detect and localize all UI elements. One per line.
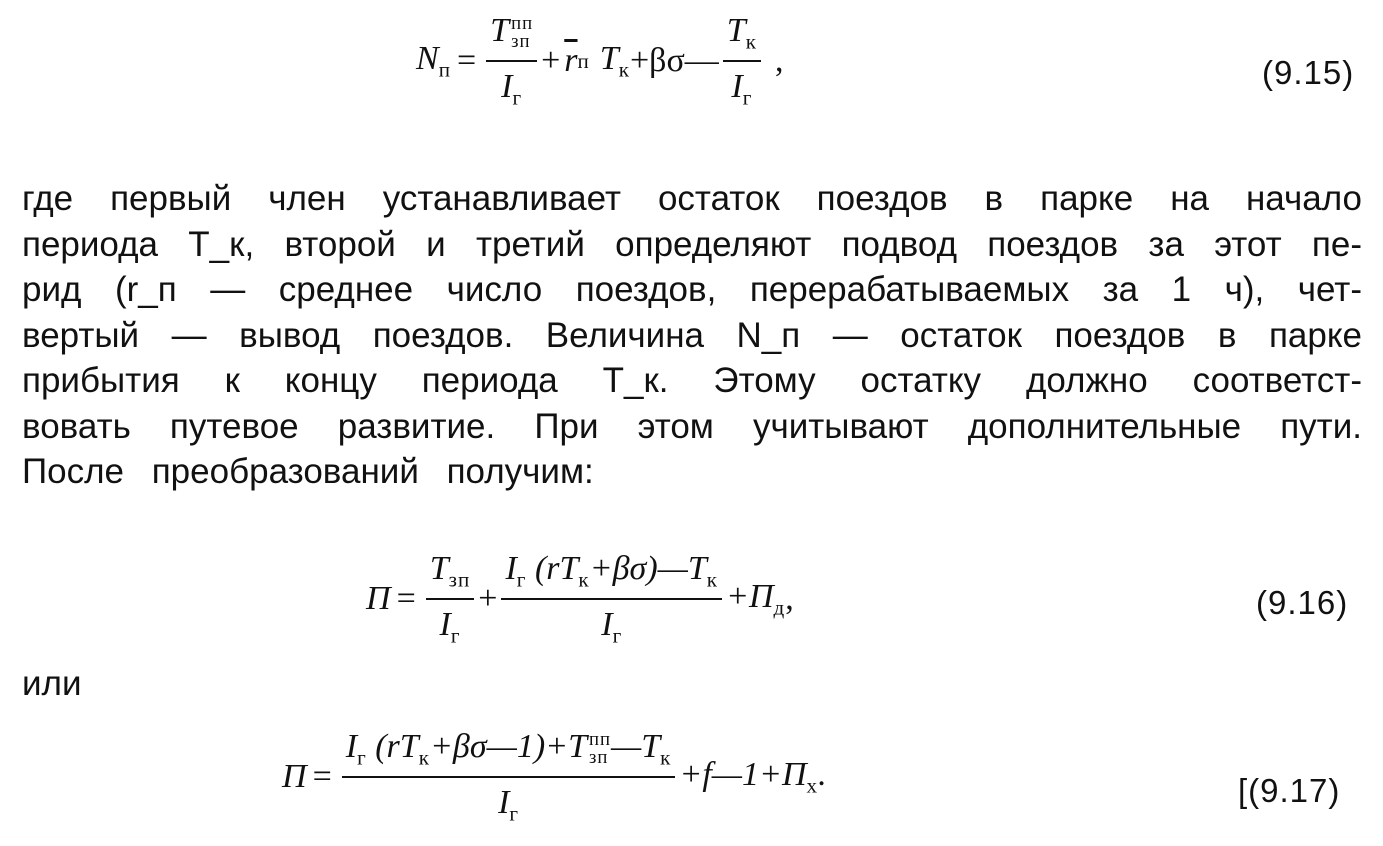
eq916-pd-term: $+П_д$ bbox=[726, 578, 786, 620]
eq915-comma: , bbox=[774, 42, 784, 80]
eq915-fraction-1 bbox=[486, 14, 537, 108]
equation-number-9-15: (9.15) bbox=[1262, 54, 1355, 91]
eq916-comma: , bbox=[785, 580, 794, 618]
equation-9-17 bbox=[282, 730, 827, 825]
eq915-r-sub: п bbox=[577, 48, 590, 73]
eq917-denominator: $I_г$ bbox=[498, 784, 520, 826]
paragraph-line-5: прибытия к концу периода T_к. Этому остатку должно соответст- bbox=[22, 361, 1362, 400]
eq916-plus-1: + bbox=[478, 580, 498, 618]
equation-number-9-16: (9.16) bbox=[1256, 584, 1349, 621]
paragraph-line-7: После преобразований получим: bbox=[22, 452, 594, 491]
eq917-numerator: $I_г$ $(rT_к+\beta\sigma—1)+T$ пп зп $—T_к$ bbox=[342, 730, 676, 778]
equation-9-15 bbox=[416, 14, 783, 109]
eq917-lhs: П bbox=[282, 758, 307, 796]
eq917-tail: $+f—1+П_х$. bbox=[679, 756, 827, 798]
eq917-fraction bbox=[342, 730, 676, 825]
eq915-f1-numerator: T пп зп bbox=[486, 14, 537, 62]
eq915-f1-denominator: $I_г$ bbox=[501, 68, 523, 110]
eq916-equals: = bbox=[396, 580, 416, 618]
eq915-fraction-2 bbox=[723, 14, 761, 109]
eq916-f1-denominator: $I_г$ bbox=[439, 606, 461, 648]
paragraph-line-2: периода T_к, второй и третий определяют подвод поездов за этот пе- bbox=[22, 224, 1362, 264]
eq915-plus: + bbox=[541, 42, 561, 80]
connector-word: или bbox=[22, 664, 82, 703]
eq916-lhs: П bbox=[366, 580, 391, 618]
eq917-equals: = bbox=[312, 758, 332, 796]
paragraph-line-3: рид (r_п — среднее число поездов, перерабатываемых за 1 ч), чет- bbox=[22, 270, 1362, 309]
eq915-T: $T_к$ bbox=[599, 40, 630, 82]
eq915-f2-numerator: $T_к$ bbox=[723, 14, 761, 62]
eq916-f1-numerator: $T_{зп}$ bbox=[426, 552, 475, 600]
eq915-r-bar: $\overline{r}$ bbox=[564, 42, 578, 80]
equation-number-9-17: [(9.17) bbox=[1238, 772, 1341, 809]
equation-9-16 bbox=[366, 552, 794, 647]
eq916-f2-denominator: $I_г$ bbox=[601, 606, 623, 648]
eq915-equals: = bbox=[456, 42, 477, 80]
eq916-f2-numerator: $I_г$ $(rT_к+\beta\sigma)—T_к$ bbox=[501, 552, 722, 600]
paragraph-line-4: вертый — вывод поездов. Величина N_п — остаток поездов в парке bbox=[22, 315, 1362, 355]
eq915-beta-sigma: +βσ— bbox=[629, 42, 719, 80]
eq915-f2-denominator: $I_г$ bbox=[731, 68, 753, 110]
paragraph-line-1: где первый член устанавливает остаток поездов в парке на начало bbox=[22, 179, 1362, 218]
eq915-lhs: $N_п$ bbox=[416, 40, 451, 82]
eq916-fraction-1 bbox=[426, 552, 475, 647]
paragraph-line-6: вовать путевое развитие. При этом учитывают дополнительные пути. bbox=[22, 406, 1362, 446]
eq916-fraction-2 bbox=[501, 552, 722, 647]
body-paragraph bbox=[22, 176, 1362, 495]
